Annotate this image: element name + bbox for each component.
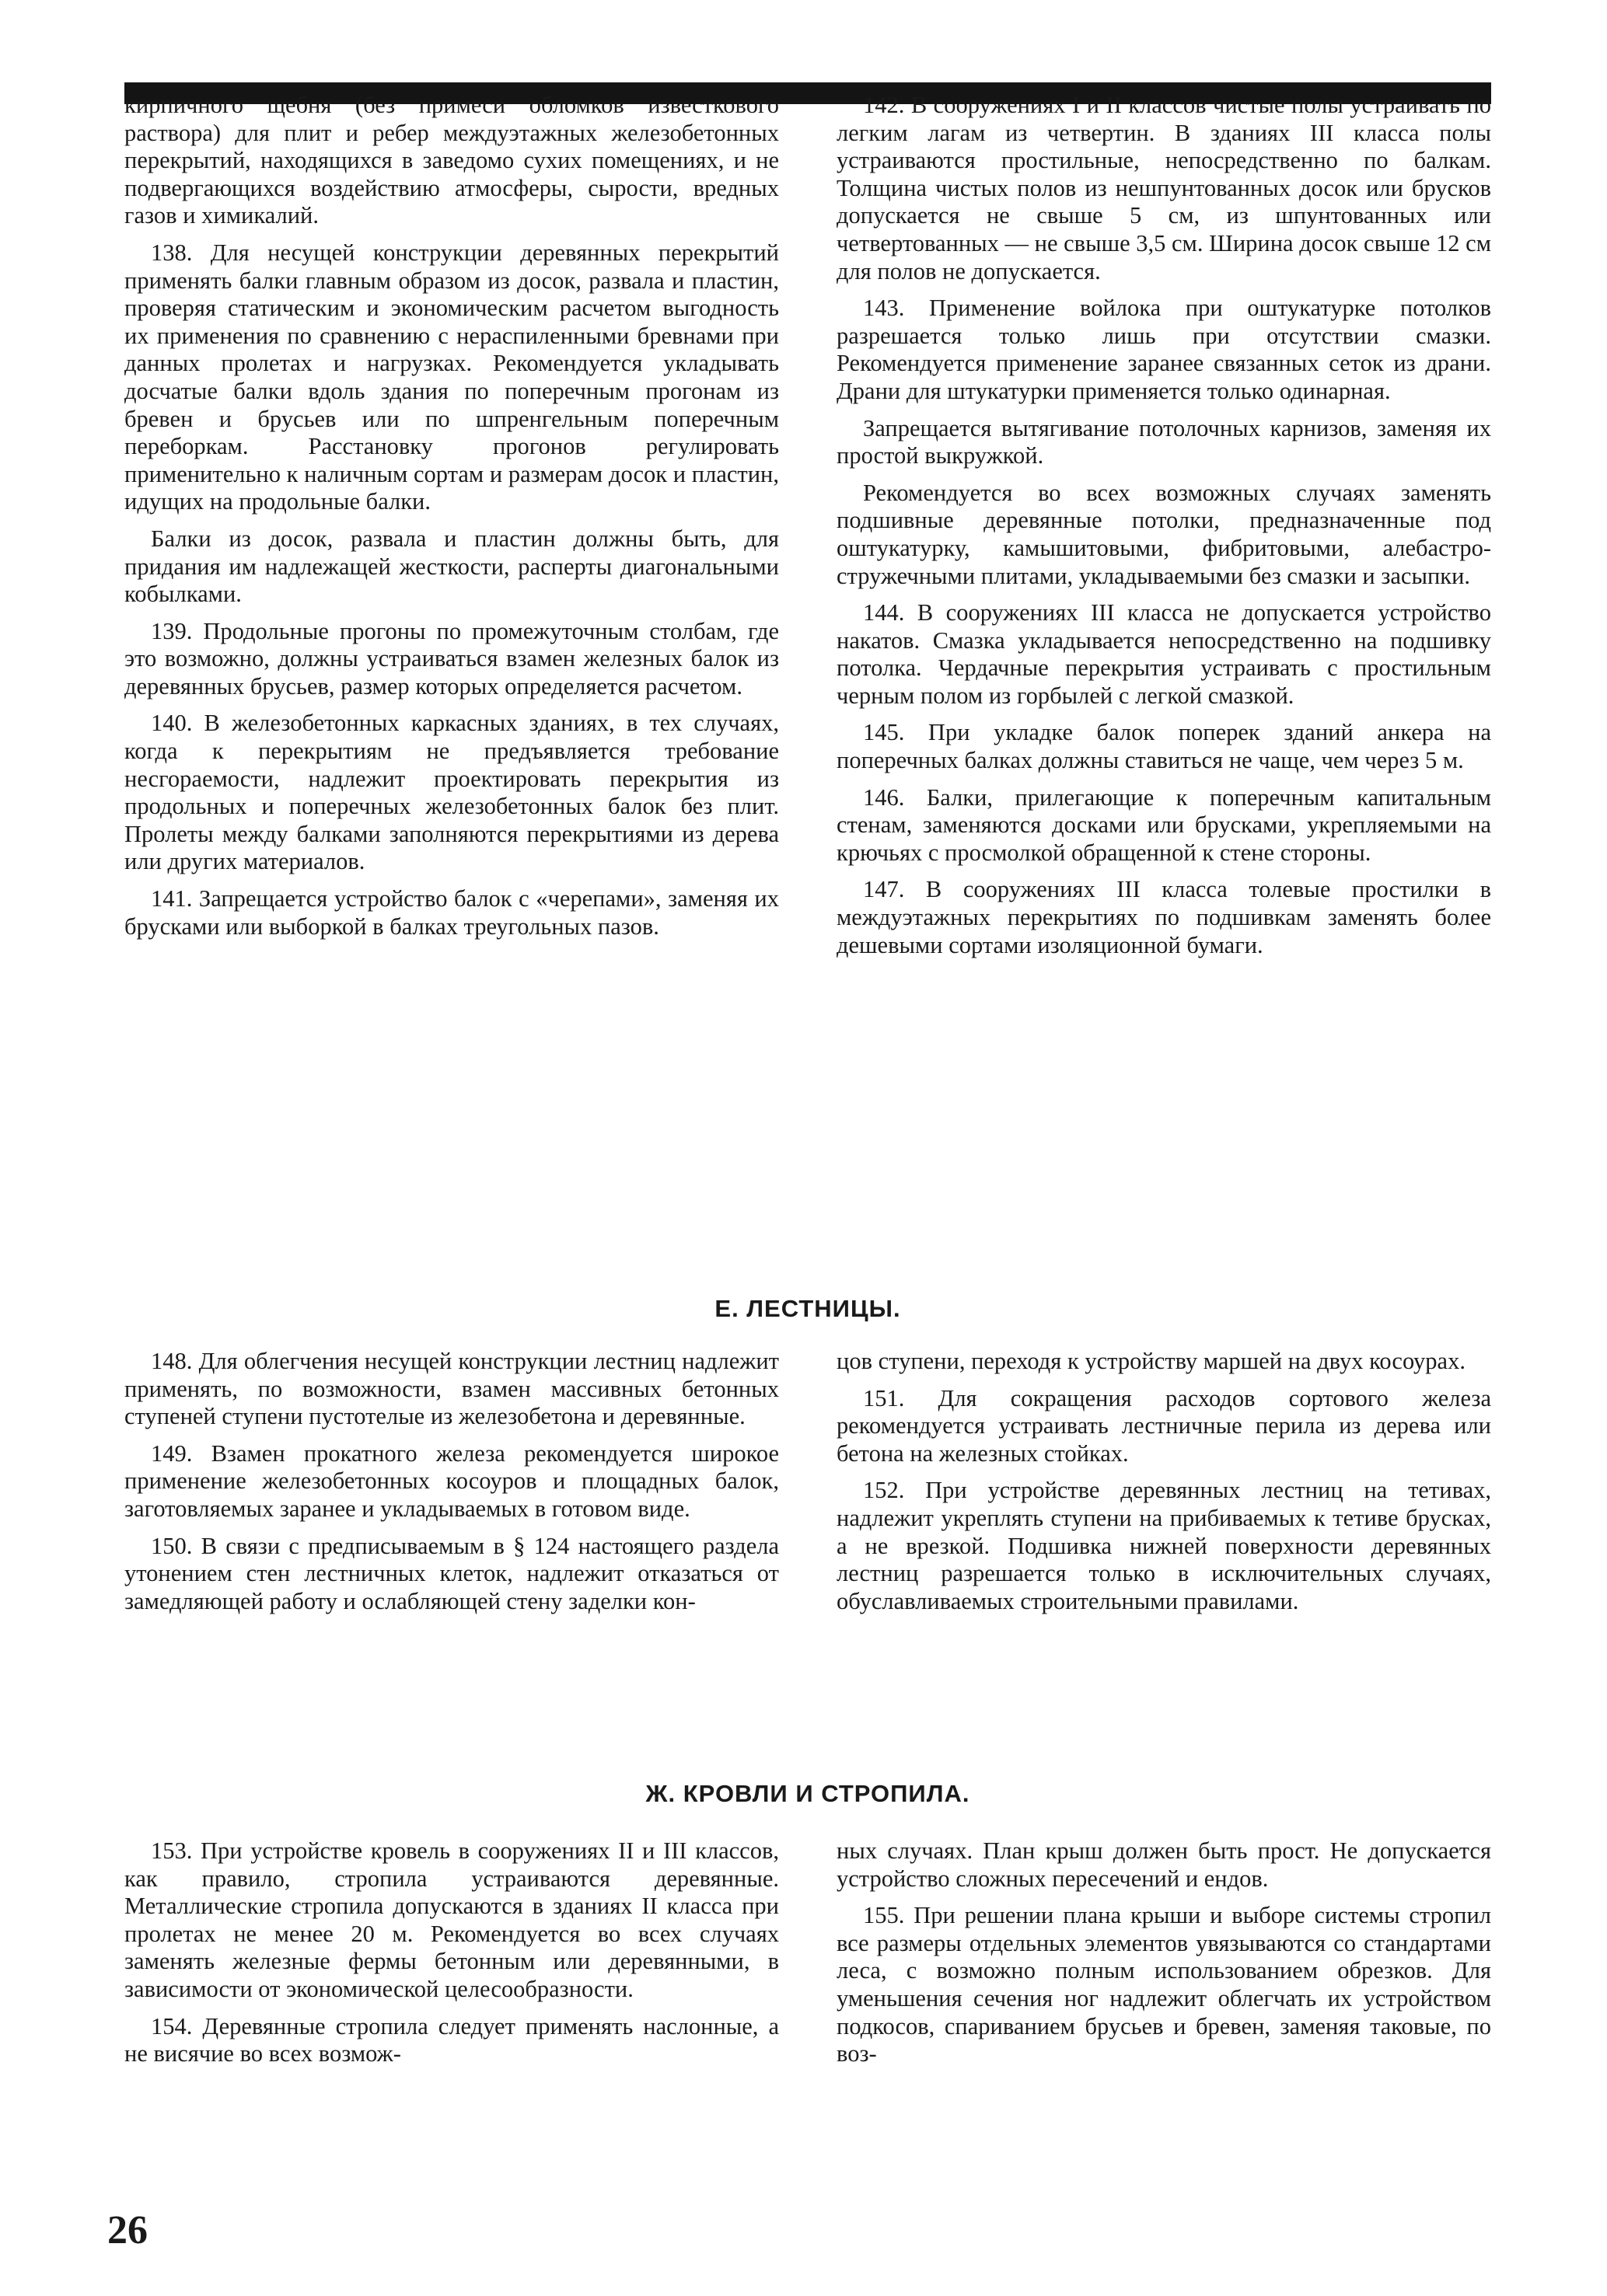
right-column bbox=[837, 1348, 1491, 1729]
section-floors bbox=[124, 92, 1491, 1250]
paragraph: Балки из досок, развала и пластин должны быть, для придания им надлежащей жесткости, расперты диагональными кобылками. bbox=[124, 525, 779, 608]
paragraph: 144. В сооружениях III класса не допускается устройство накатов. Смазка укладывается непосредственно на подшивку потолка. Чердачные перекрытия устраивать с простильным черным полом из горбылей с легкой смазкой. bbox=[837, 599, 1491, 709]
section-heading-roofs: Ж. КРОВЛИ И СТРОПИЛА. bbox=[645, 1780, 970, 1807]
paragraph: 138. Для несущей конструкции деревянных перекрытий применять балки главным образом из досок, развала и пластин, проверяя статическим и экономическим расчетом выгодность их применения по сравнению с нераспиленными бревнами при данных пролетах и нагрузках. Рекомендуется укладывать досчатые балки вдоль здания по поперечным прогонам из бревен и брусьев или по шпренгельным поперечным переборкам. Расстановку прогонов регулировать применительно к наличным сортам и размерам досок и пластин, идущих на продольные балки. bbox=[124, 239, 779, 515]
paragraph: 147. В сооружениях III класса толевые простилки в междуэтажных перекрытиях по подшивкам заменять более дешевыми сортами изоляционной бумаги. bbox=[837, 876, 1491, 958]
section-heading-stairs: Е. ЛЕСТНИЦЫ. bbox=[714, 1295, 901, 1322]
paragraph: 140. В железобетонных каркасных зданиях, в тех случаях, когда к перекрытиям не предъявляется требование несгораемости, надлежит проектировать перекрытия из продольных и поперечных железобетонных балок без плит. Пролеты между балками заполняются перекрытиями из дерева или других материалов. bbox=[124, 710, 779, 875]
paragraph: 150. В связи с предписываемым в § 124 настоящего раздела утонением стен лестничных клеток, надлежит отказаться от замедляющей работу и ослабляющей стену заделки кон- bbox=[124, 1532, 779, 1614]
right-column bbox=[837, 92, 1491, 1250]
paragraph: 141. Запрещается устройство балок с «черепами», заменяя их брусками или выборкой в балках треугольных пазов. bbox=[124, 885, 779, 940]
left-column bbox=[124, 1348, 779, 1729]
paragraph: 145. При укладке балок поперек зданий анкера на поперечных балках должны ставиться не чаще, чем через 5 м. bbox=[837, 719, 1491, 774]
paragraph: 151. Для сокращения расходов сортового железа рекомендуется устраивать лестничные перила из дерева или бетона на железных стойках. bbox=[837, 1384, 1491, 1467]
section-roofs bbox=[124, 1837, 1491, 2164]
left-column bbox=[124, 92, 779, 1250]
left-column bbox=[124, 1837, 779, 2164]
paragraph: 143. Применение войлока при оштукатурке потолков разрешается только лишь при отсутствии смазки. Рекомендуется применение заранее связанных сеток из драни. Драни для штукатурки применяется только одинарная. bbox=[837, 295, 1491, 404]
page-number: 26 bbox=[107, 2208, 148, 2252]
paragraph: Запрещается вытягивание потолочных карнизов, заменяя их простой выкружкой. bbox=[837, 414, 1491, 469]
paragraph: 154. Деревянные стропила следует применять наслонные, а не висячие во всех возмож- bbox=[124, 2012, 779, 2067]
paragraph: 148. Для облегчения несущей конструкции лестниц надлежит применять, по возможности, взамен массивных бетонных ступеней ступени пустотелые из железобетона и деревянные. bbox=[124, 1348, 779, 1430]
paragraph: ных случаях. План крыш должен быть прост. Не допускается устройство сложных пересечений и ендов. bbox=[837, 1837, 1491, 1892]
paragraph: Рекомендуется во всех возможных случаях заменять подшивные деревянные потолки, предназначенные под оштукатурку, камышитовыми, фибритовыми, алебастро-стружечными плитами, укладываемыми без смазки и засыпки. bbox=[837, 479, 1491, 589]
paragraph: 152. При устройстве деревянных лестниц на тетивах, надлежит укреплять ступени на прибиваемых к тетиве брусках, а не врезкой. Подшивка нижней поверхности деревянных лестниц разрешается только в исключительных случаях, обуславливаемых строительными правилами. bbox=[837, 1477, 1491, 1614]
section-stairs bbox=[124, 1348, 1491, 1729]
paragraph: 139. Продольные прогоны по промежуточным столбам, где это возможно, должны устраиваться взамен железных балок из деревянных брусьев, размер которых определяется расчетом. bbox=[124, 617, 779, 700]
right-column bbox=[837, 1837, 1491, 2164]
paragraph: кирпичного щебня (без примеси обломков известкового раствора) для плит и ребер междуэтажных железобетонных перекрытий, находящихся в заведомо сухих помещениях, и не подвергающихся воздействию атмосферы, сырости, вредных газов и химикалий. bbox=[124, 92, 779, 229]
paragraph: 146. Балки, прилегающие к поперечным капитальным стенам, заменяются досками или брусками, укрепляемыми на крючьях с просмолкой обращенной к стене стороны. bbox=[837, 783, 1491, 866]
paragraph: 149. Взамен прокатного железа рекомендуется широкое применение железобетонных косоуров и площадных балок, заготовляемых заранее и укладываемых в готовом виде. bbox=[124, 1439, 779, 1522]
paragraph: цов ступени, переходя к устройству маршей на двух косоурах. bbox=[837, 1348, 1466, 1374]
paragraph: 155. При решении плана крыши и выборе системы стропил все размеры отдельных элементов увязываются со стандартами леса, с возможно полным использованием обрезков. Для уменьшения сечения ног надлежит облегчать их устройством подкосов, спариванием брусьев и бревен, заменяя таковые, по воз- bbox=[837, 1902, 1491, 2067]
paragraph: 153. При устройстве кровель в сооружениях II и III классов, как правило, стропила устраиваются деревянные. Металлические стропила допускаются в зданиях II класса при пролетах не менее 20 м. Рекомендуется во всех случаях заменять железные фермы бетонным или деревянными, в зависимости от экономической целесообразности. bbox=[124, 1837, 779, 2002]
paragraph: 142. В сооружениях I и II классов чистые полы устраивать по легким лагам из четвертин. В зданиях III класса полы устраиваются простильные, непосредственно по балкам. Толщина чистых полов из нешпунтованных досок или брусков допускается не свыше 5 см, из шпунтованных или четвертованных — не свыше 3,5 см. Ширина досок свыше 12 см для полов не допускается. bbox=[837, 92, 1492, 284]
